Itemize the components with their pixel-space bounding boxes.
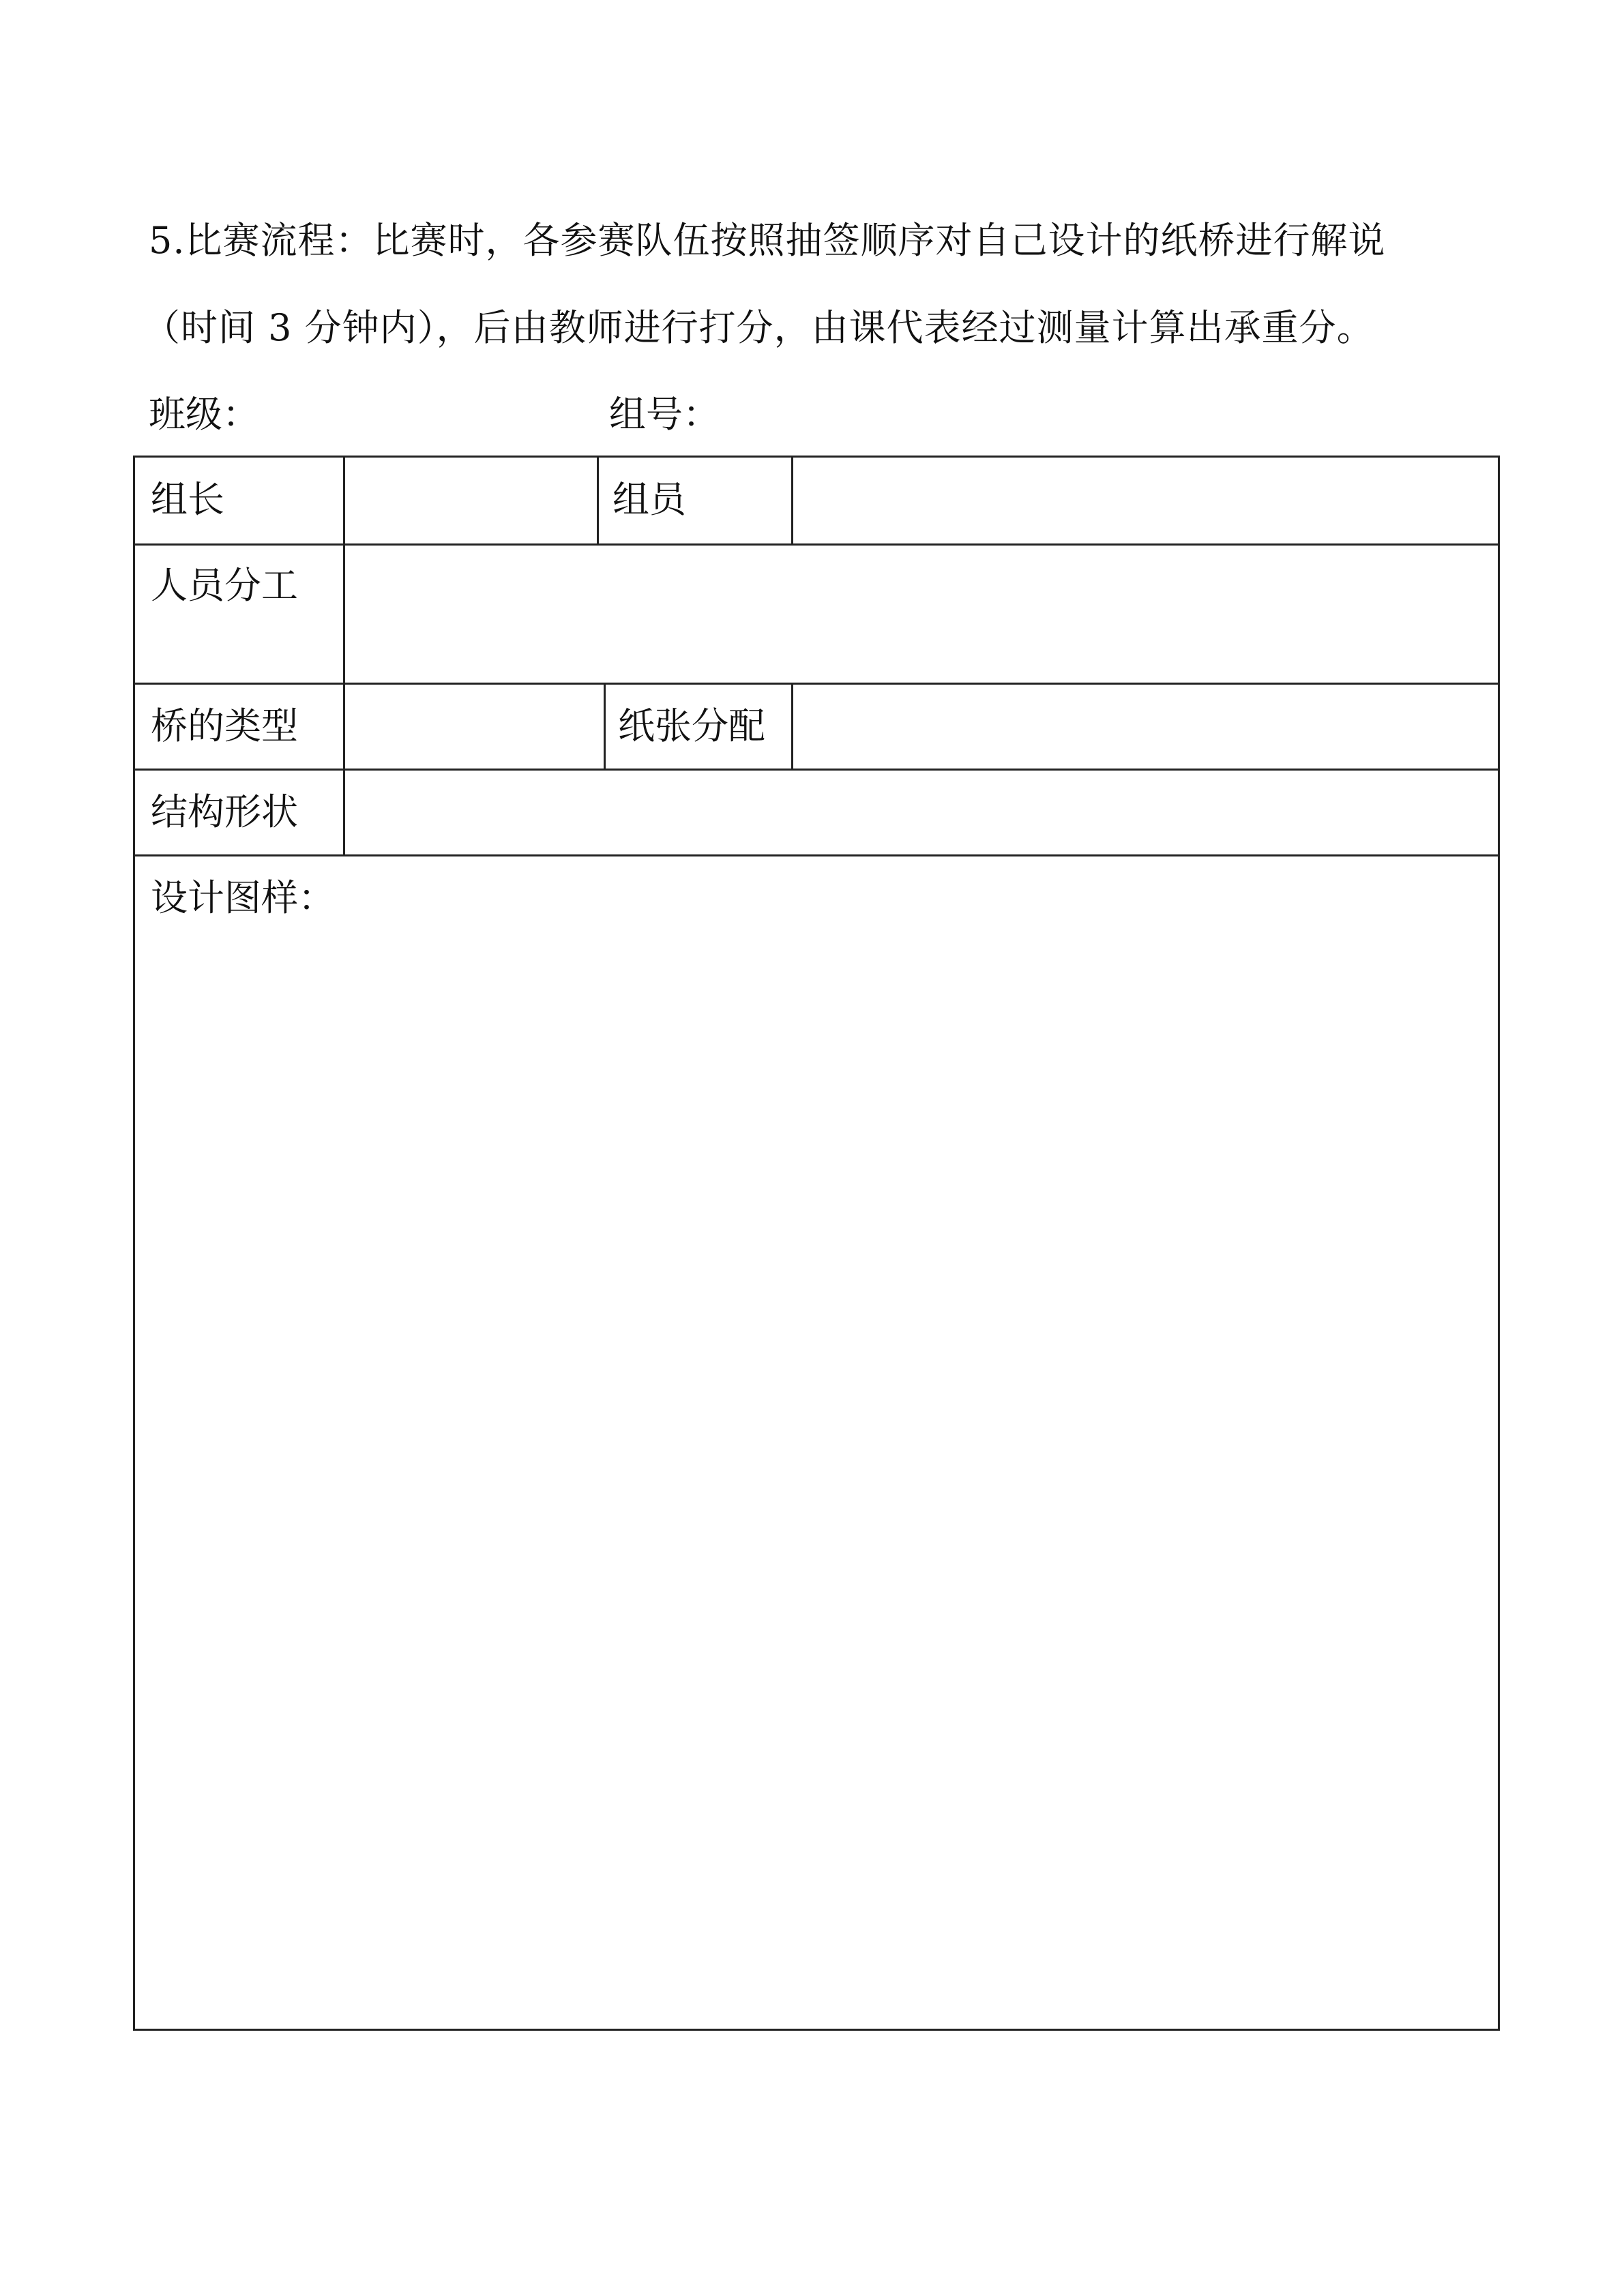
members-input-cell[interactable] (795, 461, 1497, 541)
paper-allocation-label: 纸张分配 (618, 704, 765, 747)
row-divider (135, 769, 1498, 771)
design-drawing-label: 设计图样： (151, 876, 335, 919)
column-divider (597, 458, 599, 543)
row-divider (135, 854, 1498, 856)
bridge-type-label: 桥的类型 (151, 704, 298, 747)
division-of-labor-input-cell[interactable] (346, 547, 1497, 681)
column-divider (791, 683, 793, 769)
column-divider (343, 458, 345, 854)
design-drawing-area[interactable] (138, 935, 1497, 2026)
column-divider (604, 683, 606, 769)
structure-shape-label: 结构形状 (151, 790, 298, 833)
column-divider (791, 458, 793, 543)
structure-shape-input-cell[interactable] (346, 772, 1497, 852)
paragraph-line-1: 5.比赛流程：比赛时，各参赛队伍按照抽签顺序对自己设计的纸桥进行解说 (149, 219, 1386, 262)
group-number-label: 组号： (609, 393, 720, 436)
class-label: 班级： (149, 393, 259, 436)
row-divider (135, 683, 1498, 685)
members-label: 组员 (612, 478, 686, 521)
entry-form-table (133, 456, 1500, 2031)
row-divider (135, 543, 1498, 546)
bridge-type-input-cell[interactable] (346, 686, 602, 766)
paper-allocation-input-cell[interactable] (795, 686, 1497, 766)
division-of-labor-label: 人员分工 (151, 564, 298, 607)
leader-label: 组长 (151, 478, 224, 521)
leader-input-cell[interactable] (346, 461, 595, 541)
paragraph-line-2: （时间 3 分钟内），后由教师进行打分，由课代表经过测量计算出承重分。 (143, 306, 1374, 349)
